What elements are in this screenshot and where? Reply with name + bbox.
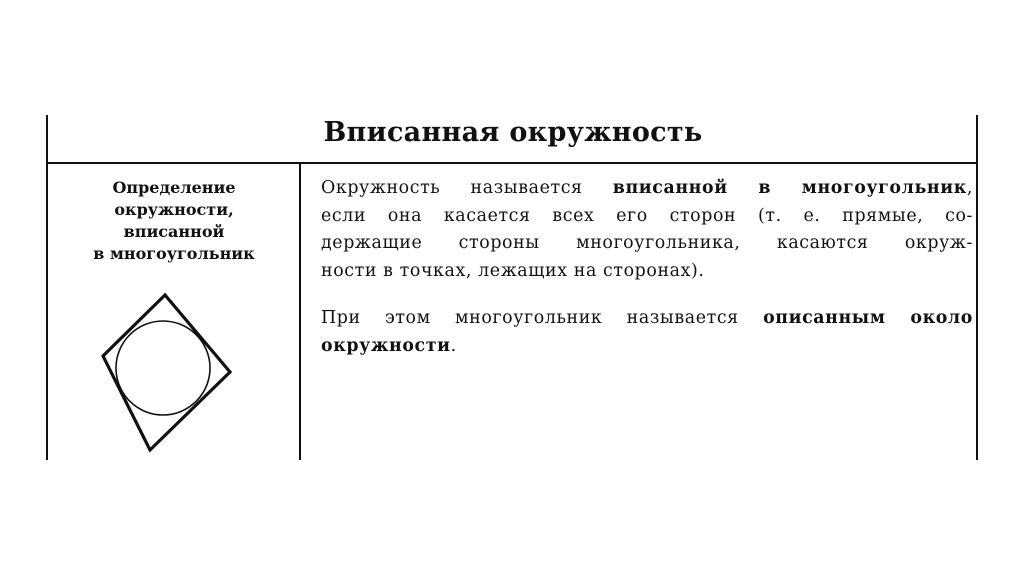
quadrilateral-with-inscribed-circle-icon bbox=[98, 292, 238, 454]
inscribed-circle-figure bbox=[98, 292, 238, 454]
definition-label-line: Определение bbox=[112, 178, 236, 197]
text-run: При этом многоугольник называется bbox=[321, 308, 764, 328]
paragraph-line bbox=[321, 305, 973, 333]
text-run: Окружность называется bbox=[321, 178, 613, 198]
paragraph-line bbox=[321, 175, 973, 203]
definition-label-line: в многоугольник bbox=[93, 244, 255, 263]
definition-paragraph bbox=[321, 175, 973, 285]
term-circle: окружности bbox=[321, 335, 451, 356]
text-run: . bbox=[450, 335, 457, 356]
paragraph-line: ности в точках, лежащих на сторонах). bbox=[321, 260, 705, 281]
definition-label-line: окружности, bbox=[114, 200, 234, 219]
table-header-divider bbox=[46, 162, 978, 164]
text-run: , bbox=[966, 178, 974, 198]
table-left-border bbox=[46, 115, 48, 460]
term-circumscribed: описанным около bbox=[763, 308, 973, 328]
circumscribed-quadrilateral bbox=[103, 295, 230, 450]
term-inscribed: вписанной в многоугольник bbox=[612, 178, 967, 198]
definition-label-line: вписанной bbox=[123, 222, 225, 241]
inscribed-circle bbox=[116, 321, 210, 415]
definition-label bbox=[48, 177, 300, 265]
table-title: Вписанная окружность bbox=[323, 117, 703, 148]
paragraph-line: если она касается всех его сторон (т. е. прямые, со- bbox=[321, 205, 973, 226]
paragraph-line: держащие стороны многоугольника, касаются окруж- bbox=[321, 233, 973, 253]
table-right-border bbox=[976, 115, 978, 460]
circumscribed-paragraph bbox=[321, 305, 973, 360]
paragraph-line bbox=[321, 333, 973, 361]
